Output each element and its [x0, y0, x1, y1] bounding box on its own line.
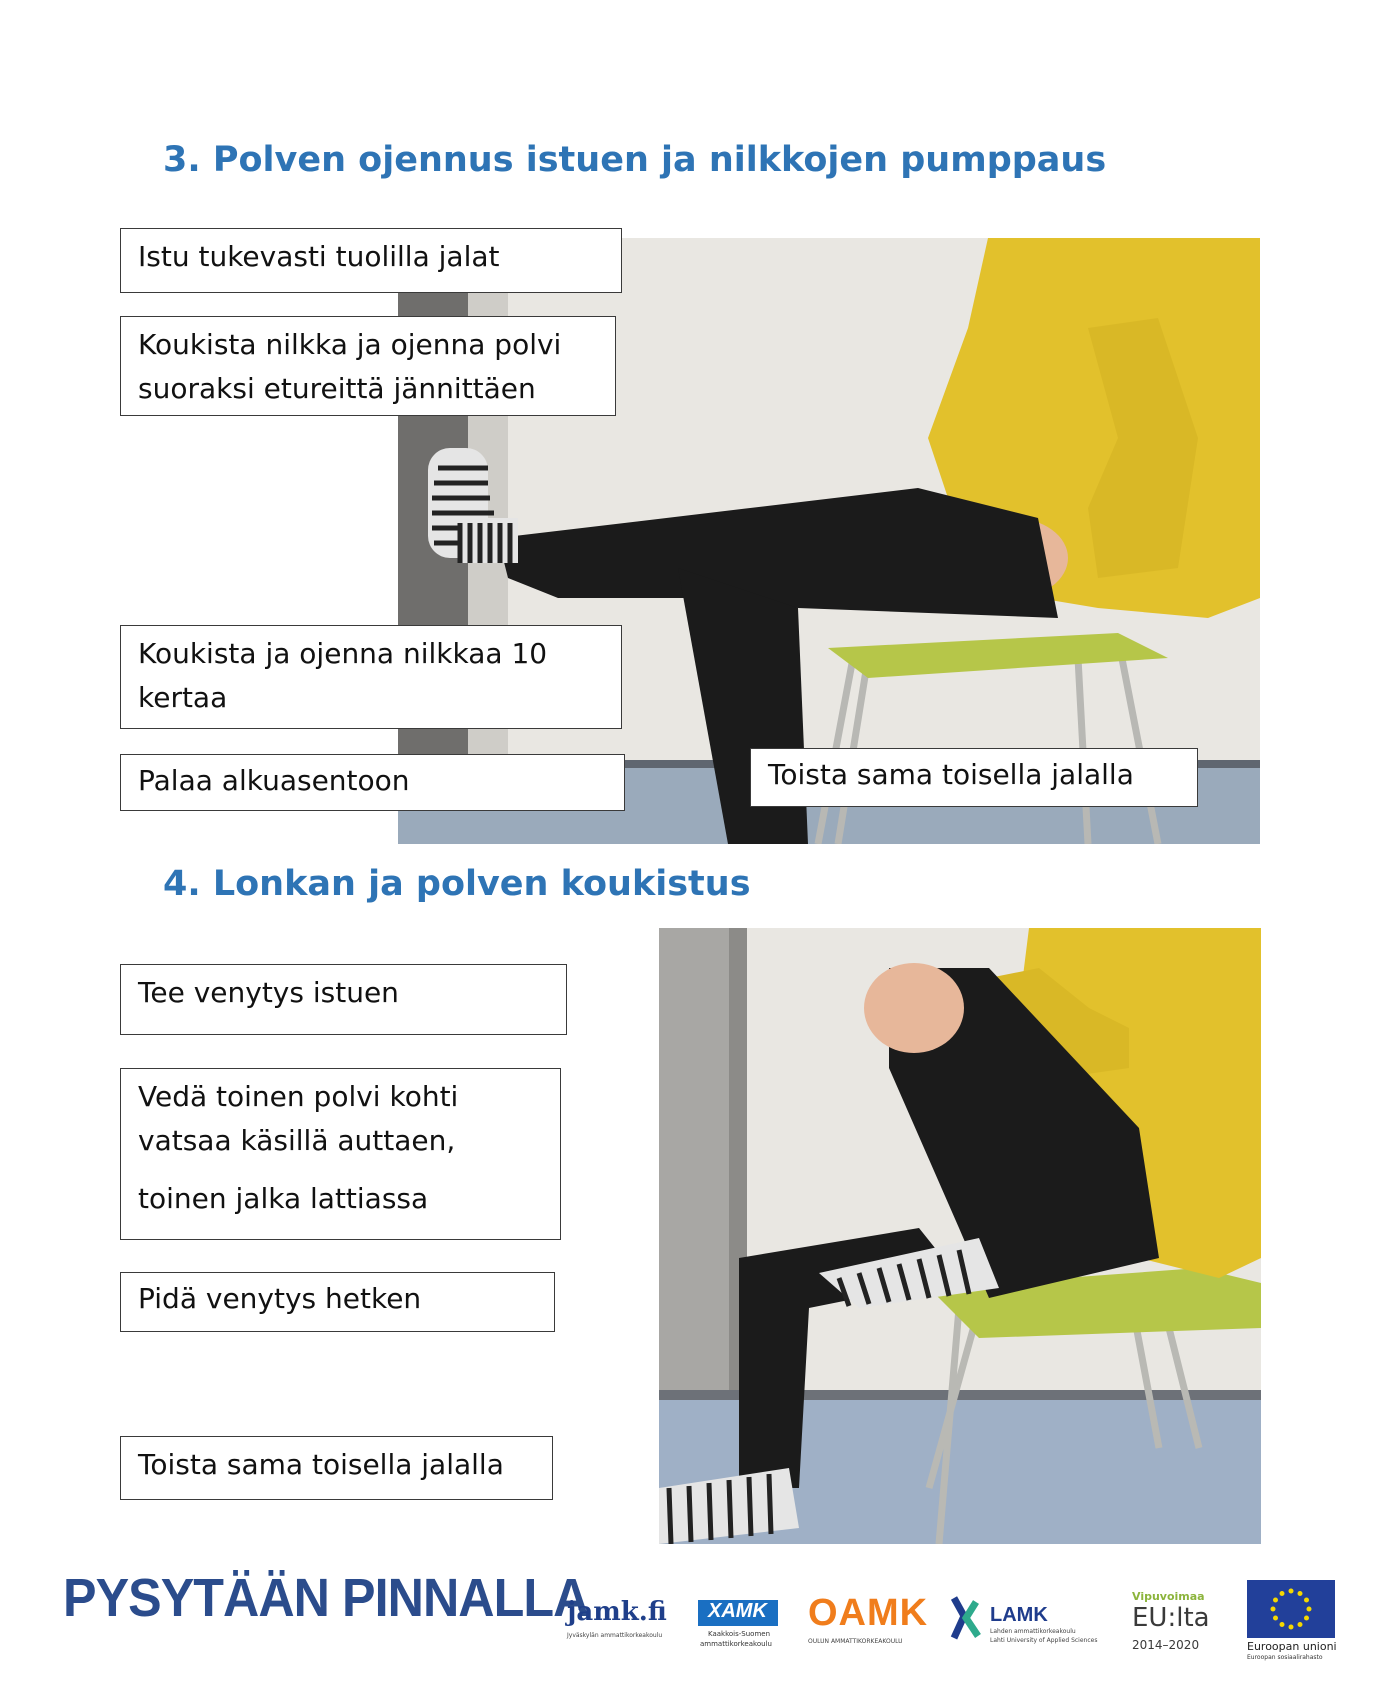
lamk-mark-icon — [948, 1596, 982, 1640]
lamk-logo: LAMK — [990, 1604, 1048, 1626]
vipuvoimaa-label: Vipuvoimaa — [1132, 1590, 1205, 1603]
eu-lta-label: EU:lta — [1132, 1603, 1210, 1633]
jamk-subtitle: Jyväskylän ammattikorkeakoulu — [567, 1632, 663, 1639]
oamk-logo: OAMK — [808, 1592, 929, 1634]
section-3-title: 3. Polven ojennus istuen ja nilkkojen pumppaus — [163, 140, 1107, 180]
eu-period-label: 2014–2020 — [1132, 1638, 1200, 1652]
step-return-start: Palaa alkuasentoon — [120, 754, 625, 811]
oamk-subtitle: OULUN AMMATTIKORKEAKOULU — [808, 1638, 903, 1645]
section-4-title: 4. Lonkan ja polven koukistus — [163, 864, 751, 904]
hip-knee-flexion-photo — [659, 928, 1261, 1544]
step-repeat-other-leg-3: Toista sama toisella jalalla — [750, 748, 1198, 807]
step-sit-firmly: Istu tukevasti tuolilla jalat — [120, 228, 622, 293]
jamk-logo: jamk.fi — [567, 1597, 667, 1627]
xamk-subtitle-1: Kaakkois-Suomen — [708, 1630, 771, 1638]
eu-flag-sublabel: Euroopan sosiaalirahasto — [1247, 1654, 1323, 1661]
eu-flag-icon — [1247, 1580, 1335, 1638]
lamk-subtitle-1: Lahden ammattikorkeakoulu — [990, 1628, 1076, 1635]
step-repeat-other-leg-4: Toista sama toisella jalalla — [120, 1436, 553, 1500]
lamk-subtitle-2: Lahti University of Applied Sciences — [990, 1637, 1098, 1644]
step-ankle-pump-10: Koukista ja ojenna nilkkaa 10 kertaa — [120, 625, 622, 729]
step-hold-stretch: Pidä venytys hetken — [120, 1272, 555, 1332]
pysytaan-pinnalla-logo: PYSYTÄÄN PINNALLA — [63, 1568, 589, 1628]
xamk-logo-text: XAMK — [708, 1600, 767, 1622]
step-pull-knee-to-stomach: Vedä toinen polvi kohti vatsaa käsillä auttaen, toinen jalka lattiassa — [120, 1068, 561, 1240]
step-flex-ankle-extend-knee: Koukista nilkka ja ojenna polvi suoraksi etureittä jännittäen — [120, 316, 616, 416]
eu-flag-label: Euroopan unioni — [1247, 1640, 1337, 1653]
step-stretch-seated: Tee venytys istuen — [120, 964, 567, 1035]
xamk-subtitle-2: ammattikorkeakoulu — [700, 1640, 772, 1648]
